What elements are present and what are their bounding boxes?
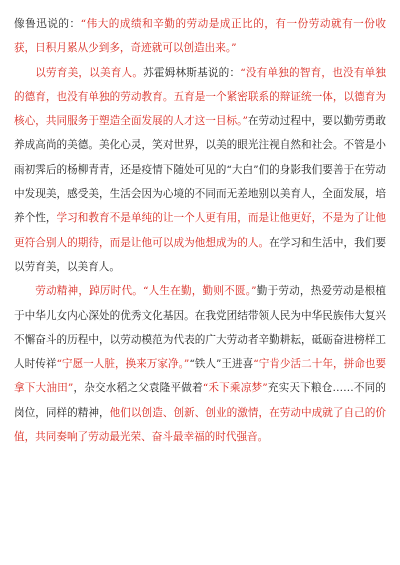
highlighted-text: “宁愿一人脏，换来万家净。”	[56, 358, 190, 371]
body-text: 在学习和生活中，我们要以劳育美，以美育人。	[14, 236, 386, 273]
body-text: 勤于劳动，热爱劳动是根植于中华儿女内心深处的优秀文化基因。在我党团结带领人民为中华民族伟大复兴不懈奋斗的历程中，以劳动模范为代表的广大劳动者辛勤耕耘，砥砺奋进榜样工人时传祥	[14, 285, 387, 371]
highlighted-text: 劳动精神，踔厉时代。“人生在勤，勤则不匮。”	[35, 285, 257, 298]
highlighted-text: 以劳育美，以美育人。	[35, 66, 144, 79]
highlighted-text: “禾下乘凉梦”	[202, 382, 268, 395]
body-paragraph	[14, 61, 386, 280]
body-text: 在劳动过程中，要以勤劳勇敢养成高尚的美德。美化心灵，笑对世界，以美的眼光注视自然和社会。不管是小雨初霁后的杨柳青青，还是疫情下随处可见的“大白”们的身影我们要善于在劳动中发现美，感受美，生活会因为心境的不同而无差地别以美育人，全面发展，培养个性，	[14, 115, 386, 225]
highlighted-text: 他们以创造、创新、创业的激情，在劳动中成就了自己的价值，共同奏响了劳动最光荣、奋斗最幸福的时代强音。	[14, 406, 387, 444]
body-paragraph	[14, 12, 386, 61]
body-text: “铁人”王进喜	[189, 358, 254, 371]
body-text: 充实天下粮仓……不同的岗位，同样的精神，	[14, 382, 387, 419]
highlighted-text: 学习和教育不是单纯的让一个人更有用，而是让他更好，不是为了让他更符合别人的期待，而是让他可以成为他想成为的人。	[14, 212, 387, 249]
highlighted-text: “没有单独的智育，也没有单独的德育，也没有单独的劳动教育。五育是一个紧密联系的辩证统一体，以德育为核心，共同服务于塑造全面发展的人才这一目标。”	[14, 66, 386, 128]
highlighted-text: “伟大的成绩和辛勤的劳动是成正比的，有一份劳动就有一份收获，日积月累从少到多，奇迹就可以创造出来。”	[14, 18, 386, 55]
body-text: ，杂交水稻之父袁隆平做着	[73, 382, 203, 395]
body-text: 苏霍姆林斯基说的：	[143, 66, 241, 79]
body-text: 像鲁迅说的：	[14, 18, 81, 30]
body-paragraph	[14, 279, 386, 449]
highlighted-text: “宁肯少活二十年，拼命也要拿下大油田”	[14, 358, 387, 395]
